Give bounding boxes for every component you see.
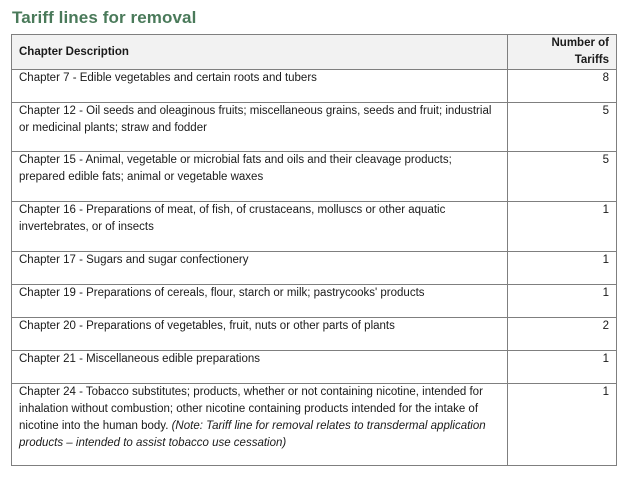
description-cell <box>12 351 508 384</box>
count-cell: 1 <box>508 351 617 384</box>
table-row <box>12 202 617 252</box>
description-text: Chapter 12 - Oil seeds and oleaginous fruits; miscellaneous grains, seeds and fruit; industrial or medicinal plants; straw and fodder <box>19 105 492 134</box>
description-cell <box>12 285 508 318</box>
column-header-count: Number of Tariffs <box>508 35 617 70</box>
description-cell <box>12 318 508 351</box>
description-cell <box>12 202 508 252</box>
count-cell: 1 <box>508 252 617 285</box>
count-cell: 8 <box>508 70 617 103</box>
table-row <box>12 384 617 466</box>
description-note: (Note: Tariff line for removal relates to transdermal application products – intended to assist tobacco use cessation) <box>19 420 486 449</box>
count-cell: 1 <box>508 285 617 318</box>
table-row <box>12 318 617 351</box>
description-text: Chapter 19 - Preparations of cereals, flour, starch or milk; pastrycooks' products <box>19 287 425 299</box>
description-cell <box>12 384 508 466</box>
description-cell <box>12 103 508 152</box>
description-text: Chapter 15 - Animal, vegetable or microbial fats and oils and their cleavage products; prepared edible fats; animal or vegetable waxes <box>19 154 452 183</box>
description-text: Chapter 16 - Preparations of meat, of fish, of crustaceans, molluscs or other aquatic invertebrates, or of insects <box>19 204 446 233</box>
description-text: Chapter 17 - Sugars and sugar confectionery <box>19 254 249 266</box>
description-text: Chapter 24 - Tobacco substitutes; products, whether or not containing nicotine, intended for inhalation without combustion; other nicotine containing products intended for the intake of nicotine into the human body. <box>19 386 483 432</box>
description-text: Chapter 21 - Miscellaneous edible preparations <box>19 353 261 365</box>
column-header-description: Chapter Description <box>12 35 508 70</box>
description-cell <box>12 70 508 103</box>
table-header-row <box>12 35 617 70</box>
page-title: Tariff lines for removal <box>12 8 197 27</box>
description-text: Chapter 7 - Edible vegetables and certain roots and tubers <box>19 72 317 84</box>
count-cell: 5 <box>508 103 617 152</box>
table-row <box>12 103 617 152</box>
count-cell: 5 <box>508 152 617 202</box>
description-cell <box>12 152 508 202</box>
table-row <box>12 285 617 318</box>
count-cell: 2 <box>508 318 617 351</box>
count-cell: 1 <box>508 202 617 252</box>
table-row <box>12 252 617 285</box>
description-cell <box>12 252 508 285</box>
table-row <box>12 351 617 384</box>
description-text: Chapter 20 - Preparations of vegetables, fruit, nuts or other parts of plants <box>19 320 395 332</box>
table-row <box>12 70 617 103</box>
count-cell: 1 <box>508 384 617 466</box>
table-row <box>12 152 617 202</box>
tariff-table <box>11 34 617 466</box>
